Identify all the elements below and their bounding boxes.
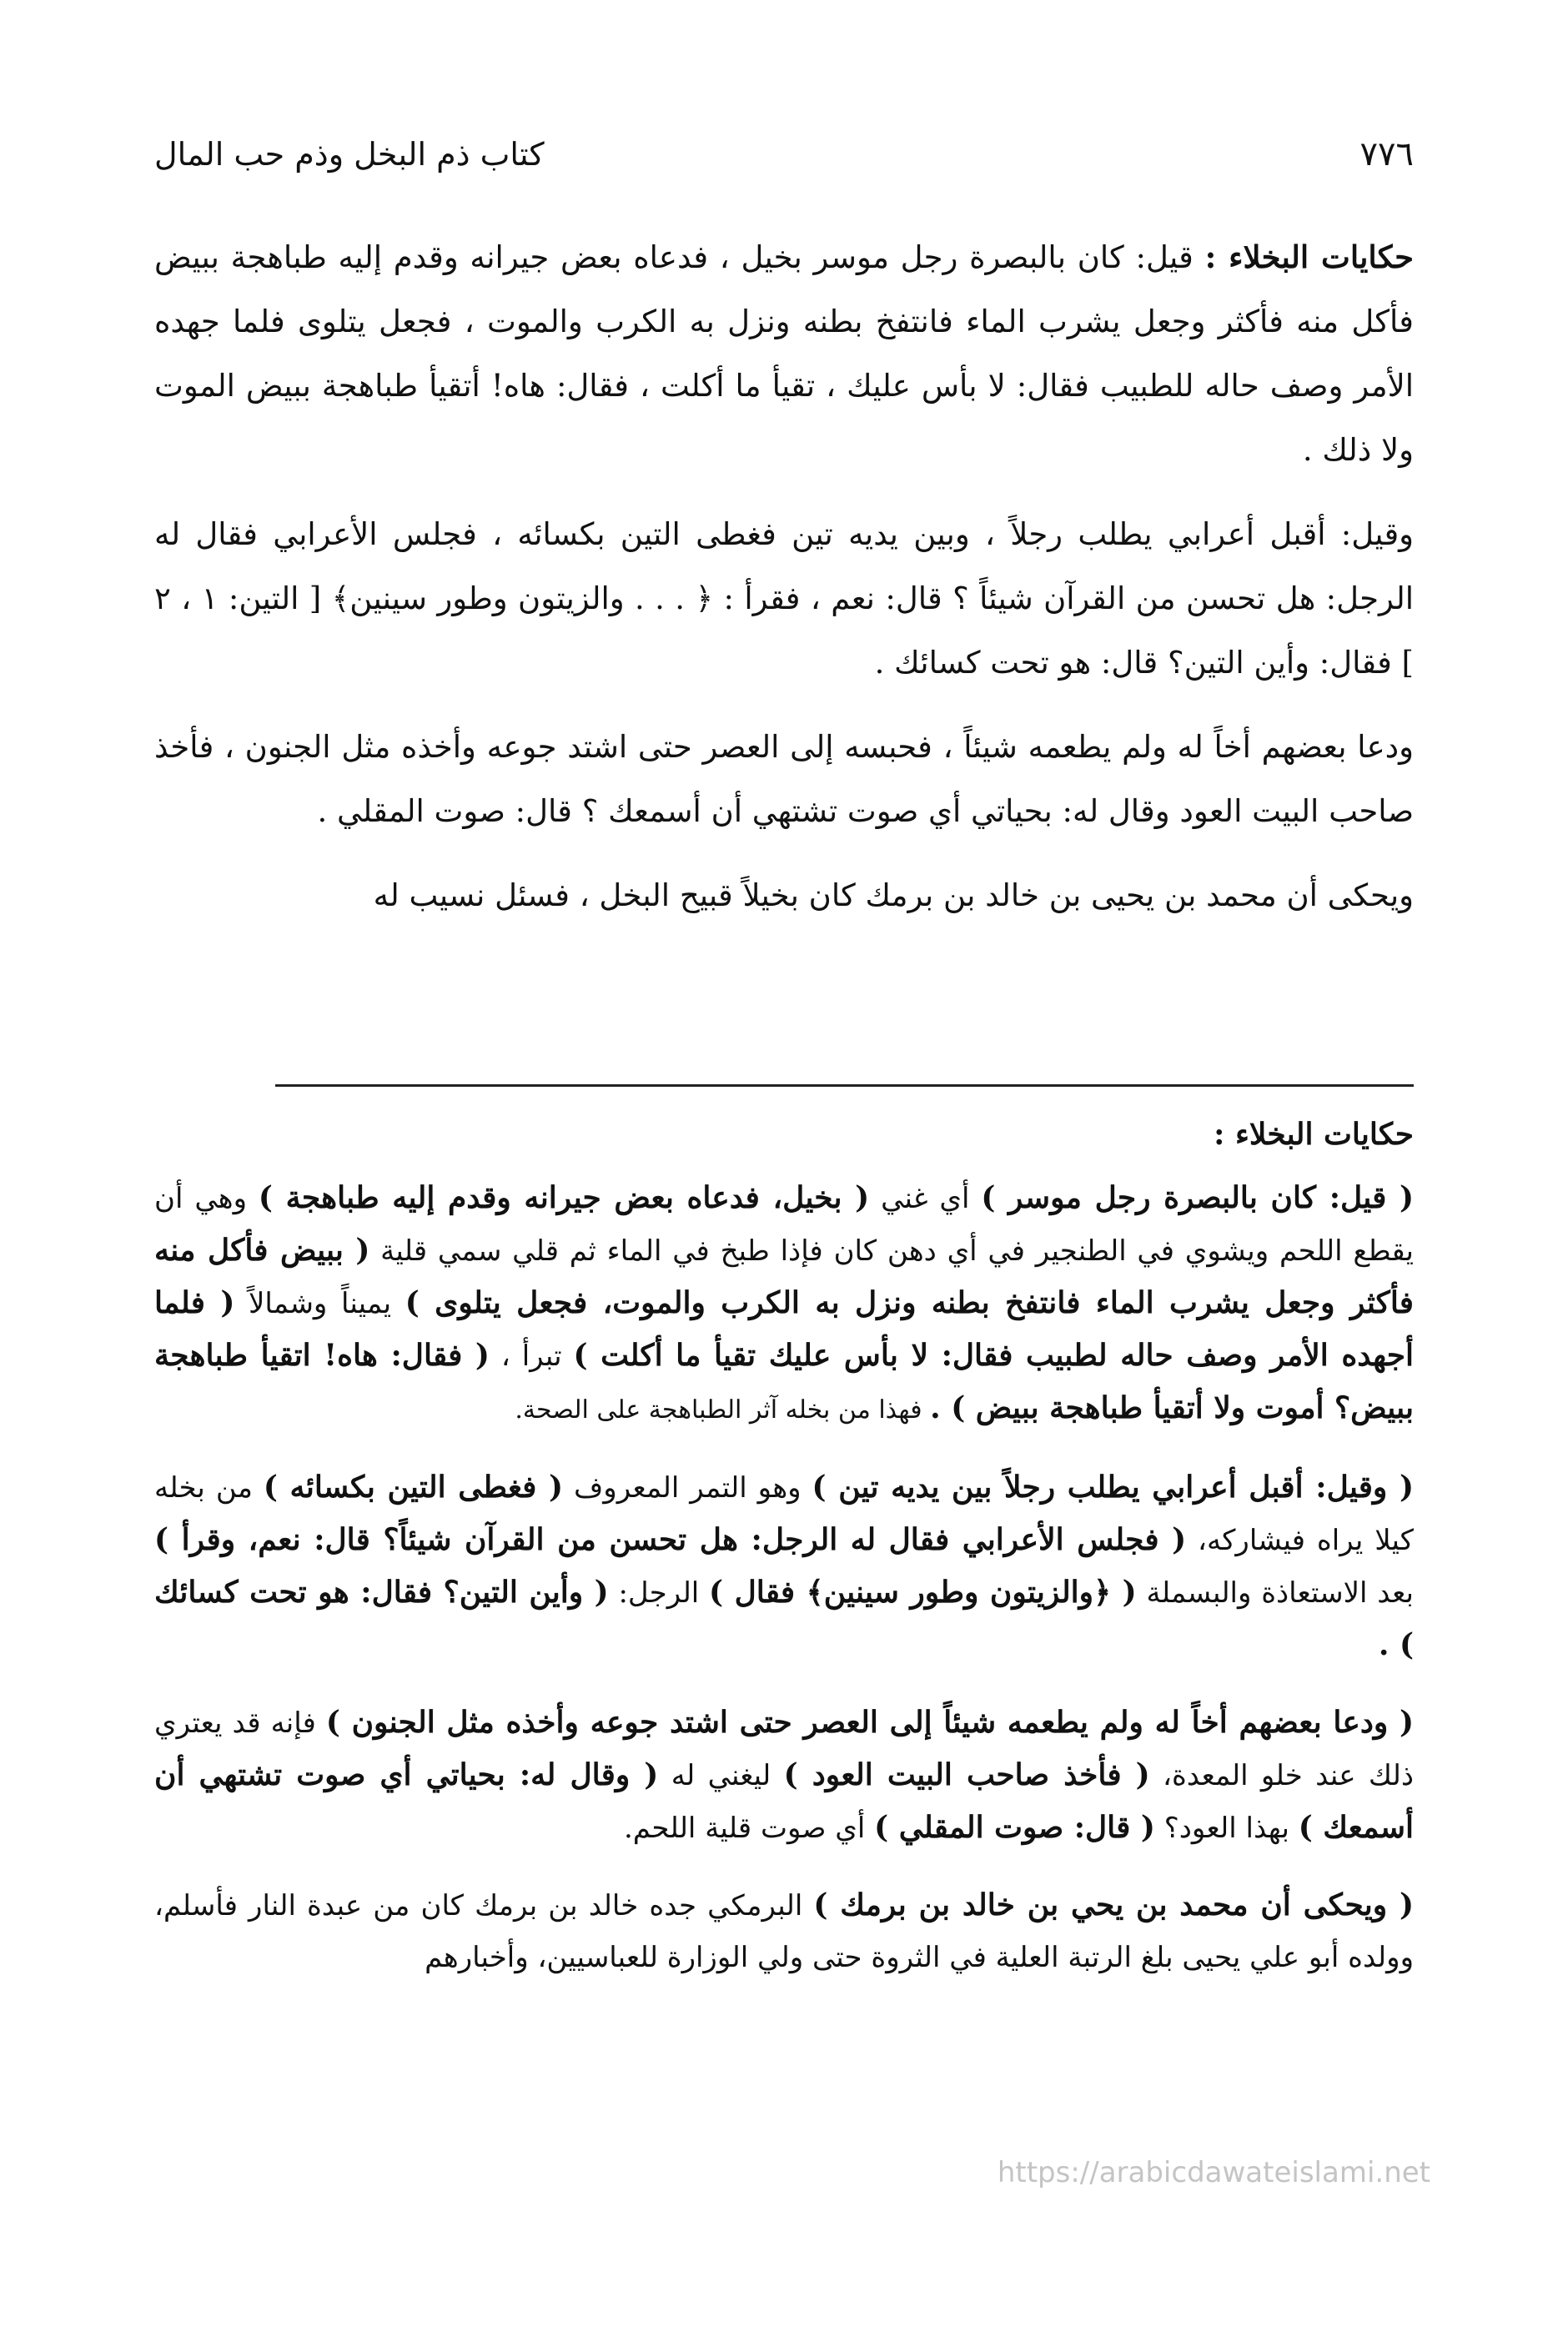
quoted-text: ( وأين التين؟ فقال: هو تحت كسائك ) . [154,1575,1414,1662]
explanation-text: فهذا من بخله آثر الطباهجة على الصحة. [515,1395,931,1425]
commentary-paragraph [154,1879,1414,1983]
commentary-section [154,1105,1414,2008]
quoted-text: ( ويحكى أن محمد بن يحي بن خالد بن برمك ) [813,1887,1414,1922]
website-watermark: https://arabicdawateislami.net [997,2156,1430,2189]
quoted-text: ( فجلس الأعرابي فقال له الرجل: هل تحسن من القرآن شيئاً؟ قال: نعم، وقرأ ) [154,1522,1187,1557]
quoted-text: ( وقال له: بحياتي أي صوت تشتهي أن أسمعك ) [154,1757,1414,1845]
quoted-text: ( فلما أجهده الأمر وصف حاله لطبيب فقال: لا بأس عليك تقيأ ما أكلت ) [154,1285,1414,1373]
footnote-divider [275,1084,1414,1087]
explanation-text: من بخله كيلا يراه فيشاركه، [154,1471,1414,1557]
main-text [154,225,1414,947]
quoted-text: ( ودعا بعضهم أخاً له ولم يطعمه شيئاً إلى العصر حتى اشتد جوعه وأخذه مثل الجنون ) [325,1705,1415,1740]
commentary-title: حكايات البخلاء : [1214,1117,1414,1152]
quoted-text: ( قال: صوت المقلي ) [874,1810,1155,1845]
paragraph-misers-stories [154,225,1414,482]
explanation-text: فإنه قد يعتري ذلك عند خلو المعدة، [154,1706,1414,1792]
explanation-text: أي غني [869,1182,982,1215]
quoted-text: ( فقال: هاه! اتقيأ طباهجة ببيض؟ أموت ولا أتقيأ طباهجة ببيض ) . [154,1338,1414,1425]
quoted-text: ( فغطى التين بكسائه ) [263,1470,564,1505]
explanation-text: الرجل: [608,1576,710,1610]
paragraph-hungry-brother: ودعا بعضهم أخاً له ولم يطعمه شيئاً ، فحبسه إلى العصر حتى اشتد جوعه وأخذه مثل الجنون ، فأخذ صاحب البيت العود وقال له: بحياتي أي صوت تشتهي أن أسمعك ؟ قال: صوت المقلي . [154,729,1414,829]
running-title: كتاب ذم البخل وذم حب المال [154,136,545,173]
quoted-text: ( ﴿والزيتون وطور سينين﴾ فقال ) [709,1575,1137,1610]
explanation-text: وهي أن يقطع اللحم ويشوي في الطنجير في أي دهن كان فإذا طبخ في الماء ثم قلي سمي قلية [154,1182,1414,1268]
quoted-text: ( قيل: كان بالبصرة رجل موسر ) [981,1180,1414,1215]
quoted-text: ( بخيل، فدعاه بعض جيرانه وقدم إليه طباهجة ) [258,1180,870,1215]
explanation-text: بعد الاستعاذة والبسملة [1136,1576,1414,1610]
paragraph-bedouin-figs: وقيل: أقبل أعرابي يطلب رجلاً ، وبين يديه تين فغطى التين بكسائه ، فجلس الأعرابي فقال له الرجل: هل تحسن من القرآن شيئاً ؟ قال: نعم ، فقرأ : ﴿ . . . والزيتون وطور سينين﴾ [ التين: ١ ، ٢ ] فقال: وأين التين؟ قال: هو تحت كسائك . [154,516,1414,681]
quoted-text: ( وقيل: أقبل أعرابي يطلب رجلاً بين يديه تين ) [812,1470,1414,1505]
quoted-text: ( ببيض فأكل منه فأكثر وجعل يشرب الماء فانتفخ بطنه ونزل به الكرب والموت، فجعل يتلوى ) [154,1233,1414,1320]
explanation-text: وهو التمر المعروف [563,1471,812,1505]
commentary-paragraph [154,1461,1414,1671]
explanation-text: ليغني له [658,1759,784,1792]
explanation-text: أي صوت قلية اللحم. [623,1812,875,1845]
commentary-paragraph [154,1696,1414,1854]
paragraph-text: قيل: كان بالبصرة رجل موسر بخيل ، فدعاه بعض جيرانه وقدم إليه طباهجة ببيض فأكل منه فأكثر وجعل يشرب الماء فانتفخ بطنه ونزل به الكرب والموت ، فجعل يتلوى فلما جهده الأمر وصف حاله للطبيب فقال: لا بأس عليك ، تقيأ ما أكلت ، فقال: هاه! أتقيأ طباهجة ببيض الموت ولا ذلك . [154,239,1414,468]
commentary-paragraph [154,1172,1414,1436]
page-number: ٧٧٦ [1359,135,1414,173]
quoted-text: ( فأخذ صاحب البيت العود ) [783,1757,1150,1792]
explanation-text: البرمكي جده خالد بن برمك كان من عبدة النار فأسلم، وولده أبو علي يحيى بلغ الرتبة العلية في الثروة حتى ولي الوزارة للعباسيين، وأخبارهم [154,1889,1414,1974]
paragraph-barmak: ويحكى أن محمد بن يحيى بن خالد بن برمك كان بخيلاً قبيح البخل ، فسئل نسيب له [373,877,1414,913]
section-label: حكايات البخلاء : [1204,239,1415,275]
explanation-text: يميناً وشمالاً [234,1287,405,1320]
explanation-text: تبرأ ، [489,1339,574,1373]
page-header [154,125,1414,183]
explanation-text: بهذا العود؟ [1154,1812,1299,1845]
